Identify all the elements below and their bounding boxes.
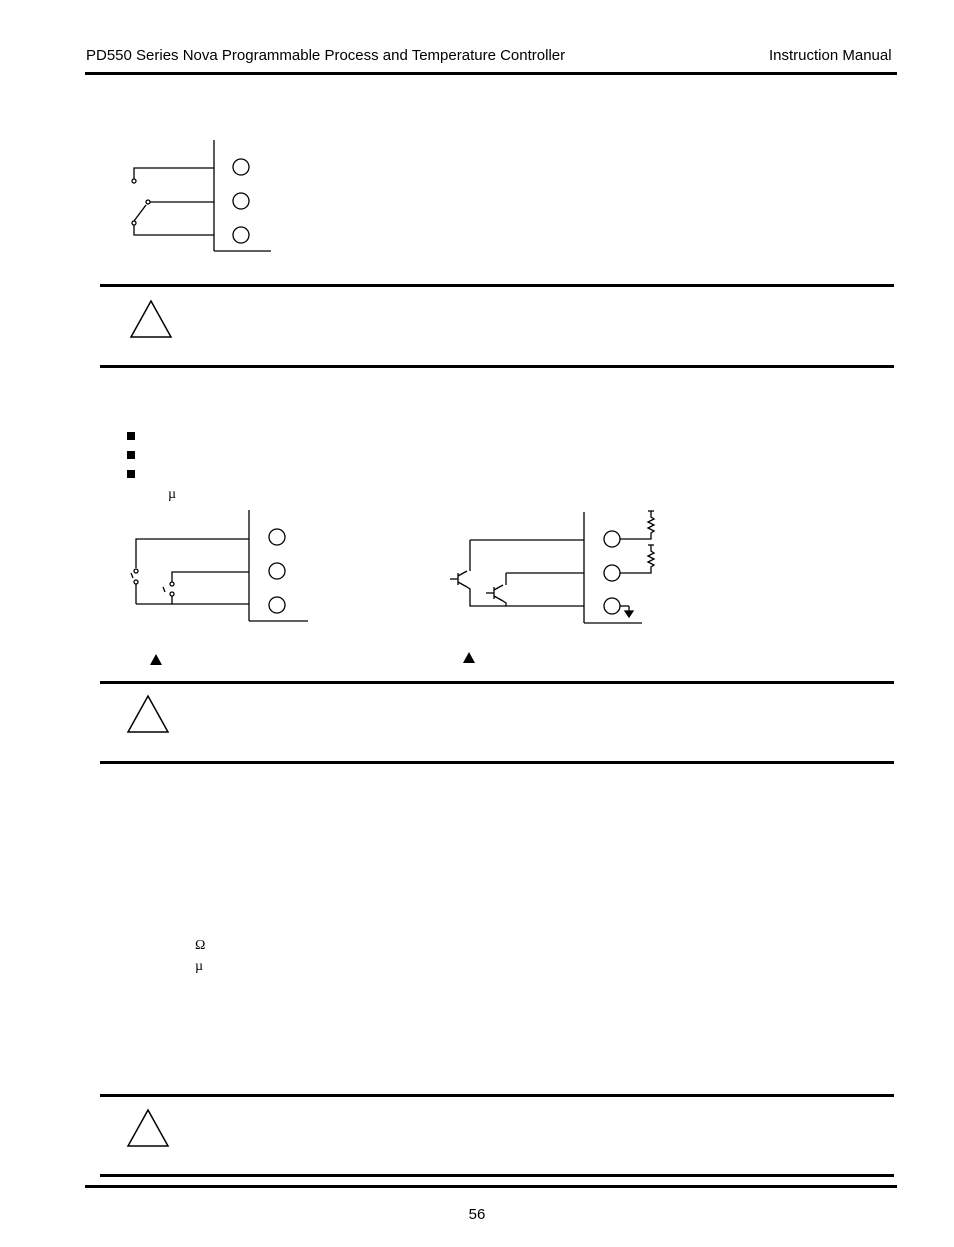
- open-collector-input-diagram: [445, 505, 665, 630]
- warning-box-top-rule: [100, 1094, 894, 1097]
- ohm-symbol: Ω: [195, 938, 206, 953]
- bullet-marker: [127, 432, 135, 440]
- warning-box-bottom-rule: [100, 365, 894, 368]
- warning-box-bottom-rule: [100, 761, 894, 764]
- page-number: 56: [468, 1206, 486, 1223]
- up-triangle-icon: [149, 654, 163, 666]
- up-triangle-icon: [462, 652, 476, 664]
- warning-triangle-icon: [126, 694, 170, 734]
- header-rule: [85, 72, 897, 75]
- terminal-circle: [233, 227, 249, 243]
- warning-triangle-icon: [126, 1108, 170, 1148]
- warning-box-top-rule: [100, 681, 894, 684]
- micro-symbol: µ: [168, 487, 177, 502]
- micro-symbol: µ: [195, 959, 204, 974]
- header-title: PD550 Series Nova Programmable Process and Temperature Controller: [86, 47, 566, 64]
- warning-triangle-icon: [129, 299, 173, 339]
- footer-rule: [85, 1185, 897, 1188]
- warning-box-bottom-rule: [100, 1174, 894, 1177]
- bullet-marker: [127, 451, 135, 459]
- bullet-marker: [127, 470, 135, 478]
- header-manual-label: Instruction Manual: [769, 47, 892, 64]
- terminal-circle: [233, 159, 249, 175]
- contact-wiring-diagram: [120, 135, 280, 260]
- switch-input-diagram: [125, 505, 325, 630]
- terminal-circle: [233, 193, 249, 209]
- warning-box-top-rule: [100, 284, 894, 287]
